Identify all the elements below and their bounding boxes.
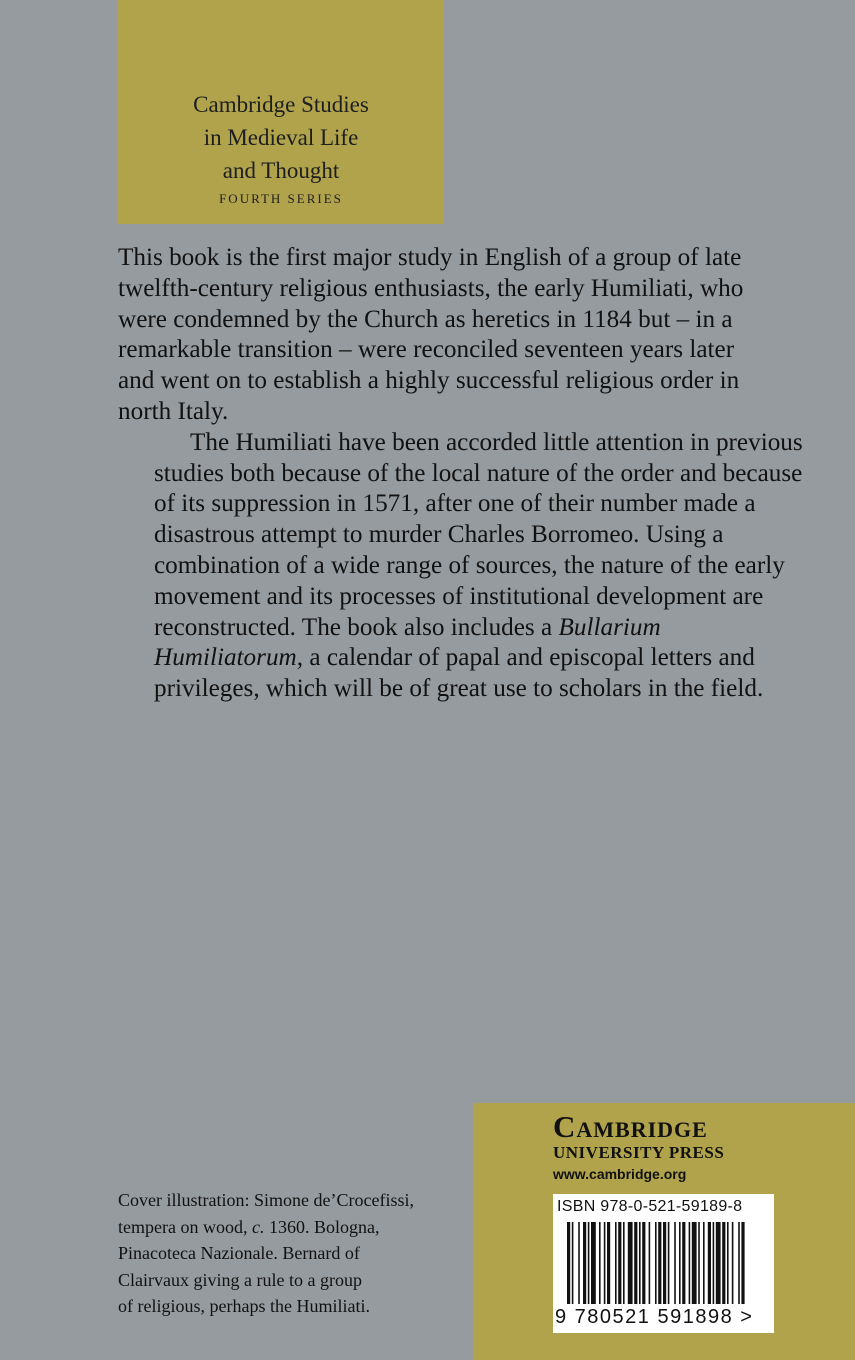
text-line: studies both because of the local nature of the order and because xyxy=(154,459,803,487)
text-segment: reconstructed. The book also includes a xyxy=(154,613,553,641)
barcode-icon xyxy=(553,1220,774,1306)
text-segment: tempera on wood, xyxy=(118,1216,248,1237)
text-line xyxy=(118,643,823,674)
text-line: remarkable transition – were reconciled seventeen years later xyxy=(118,336,735,364)
text-line xyxy=(118,613,823,644)
text-line: were condemned by the Church as heretics in 1184 but – in a xyxy=(118,305,733,333)
description-paragraph-1 xyxy=(118,243,823,428)
text-line: combination of a wide range of sources, the nature of the early xyxy=(154,551,785,579)
text-segment: 1360. Bologna, xyxy=(268,1216,380,1237)
text-segment: a calendar of papal and episcopal letters and xyxy=(309,644,755,672)
text-line: This book is the first major study in English of a group of late xyxy=(118,244,742,271)
book-description xyxy=(118,243,823,705)
series-title-line: Cambridge Studies xyxy=(193,92,369,117)
text-line: of its suppression in 1571, after one of their number made a xyxy=(154,490,756,518)
text-line: twelfth-century religious enthusiasts, the early Humiliati, who xyxy=(118,274,744,302)
series-title-line: in Medieval Life xyxy=(203,125,359,150)
publisher-url: www.cambridge.org xyxy=(553,1166,687,1182)
series-title xyxy=(118,88,444,187)
publisher-name: Cambridge xyxy=(553,1109,708,1144)
series-subtitle: FOURTH SERIES xyxy=(219,191,343,206)
text-line: privileges, which will be of great use to scholars in the field. xyxy=(154,675,764,703)
italic-abbrev: c. xyxy=(251,1216,265,1237)
isbn-text: ISBN 978-0-521-59189-8 xyxy=(557,1198,743,1215)
text-line: and went on to establish a highly successful religious order in xyxy=(118,367,740,395)
credit-line: of religious, perhaps the Humiliati. xyxy=(118,1296,370,1316)
text-line: The Humiliati have been accorded little attention in previous xyxy=(190,428,803,456)
italic-title: Humiliatorum, xyxy=(154,644,304,672)
description-paragraph-2 xyxy=(118,428,823,705)
credit-line: Cover illustration: Simone de’Crocefissi, xyxy=(118,1190,414,1210)
series-title-line: and Thought xyxy=(222,158,340,183)
barcode-label xyxy=(553,1194,774,1333)
text-line: disastrous attempt to murder Charles Borromeo. Using a xyxy=(154,521,724,549)
barcode-digits: 9 780521 591898 > xyxy=(555,1306,754,1328)
credit-line: Clairvaux giving a rule to a group xyxy=(118,1269,362,1290)
cover-illustration-credit xyxy=(118,1187,448,1320)
publisher-panel xyxy=(473,1103,855,1360)
text-line: north Italy. xyxy=(118,397,229,425)
italic-title: Bullarium xyxy=(558,613,661,641)
text-line: movement and its processes of institutional development are xyxy=(154,582,764,610)
series-panel xyxy=(118,0,444,224)
credit-line xyxy=(118,1214,448,1241)
credit-line: Pinacoteca Nazionale. Bernard of xyxy=(118,1243,360,1263)
publisher-subname: UNIVERSITY PRESS xyxy=(553,1143,725,1162)
